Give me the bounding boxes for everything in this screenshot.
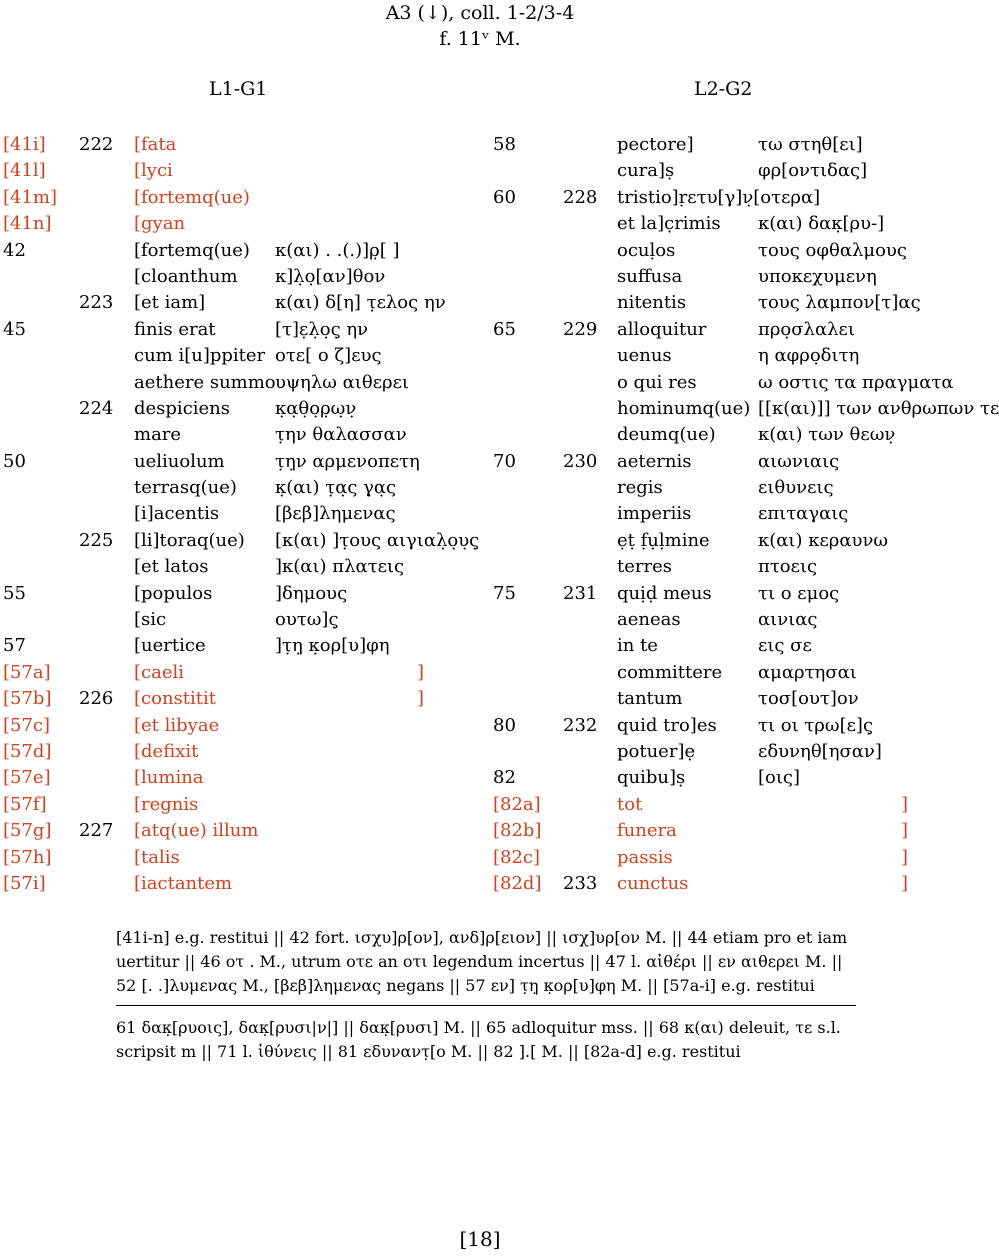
text-row: [3, 739, 473, 765]
latin-text: passis: [617, 846, 673, 868]
greek-text: ειθυνεις: [758, 477, 834, 499]
text-row: [3, 264, 473, 290]
verse-number: 222: [79, 134, 114, 155]
latin-text: [lyci: [134, 160, 173, 182]
greek-text: εις σε: [758, 635, 812, 657]
line-reference: 82: [493, 767, 516, 789]
text-row: [3, 818, 473, 844]
greek-text: κ(αι) . .(.)]ρ̣[ ]: [275, 239, 400, 261]
line-reference: [41n]: [3, 213, 52, 235]
text-row: [493, 264, 960, 290]
verse-number: 231: [563, 582, 598, 604]
latin-text: [populos: [134, 582, 213, 604]
line-reference: [41l]: [3, 160, 46, 182]
text-row: [3, 845, 473, 871]
verse-number: 227: [79, 820, 114, 842]
text-row: [493, 238, 960, 264]
text-row: [3, 792, 473, 818]
line-reference: [57c]: [3, 714, 51, 736]
right-column-heading: L2-G2: [694, 78, 753, 100]
text-row: [493, 422, 960, 448]
greek-text: κ]λ̣ο̣[αν]θον: [275, 265, 386, 287]
text-row: [493, 845, 960, 871]
latin-text: [atq(ue) illum: [134, 820, 259, 842]
latin-text: quịḍ meus: [617, 582, 712, 604]
latin-text: [iactantem: [134, 872, 233, 894]
line-reference: [82d]: [493, 872, 542, 894]
latin-text: finis erat: [134, 318, 216, 340]
text-row: [3, 554, 473, 580]
apparatus-line: scripsit m || 71 l. ἰθύνεις || 81 εδυναντ̣[ο M. || 82 ].[ M. || [82a-d] e.g. restitui: [116, 1042, 741, 1061]
greek-text: υψηλω αιθερει: [275, 371, 409, 393]
text-row: [493, 158, 960, 184]
verse-number: 223: [79, 292, 114, 314]
text-row: [493, 871, 960, 897]
greek-text: πτοεις: [758, 556, 818, 578]
verse-number: 228: [563, 186, 598, 208]
latin-text: [lumina: [134, 767, 204, 789]
latin-text: quid tro]es: [617, 714, 717, 736]
latin-text: despiciens: [134, 397, 231, 419]
closing-bracket: ]: [901, 820, 909, 842]
line-reference: 45: [3, 318, 26, 340]
text-row: [493, 396, 999, 422]
page-number: [18]: [459, 1227, 501, 1251]
text-row: [3, 871, 473, 897]
text-row: [3, 686, 473, 712]
text-row: [493, 185, 960, 211]
line-reference: [82b]: [493, 820, 542, 842]
left-text-column: [3, 132, 480, 897]
latin-text: uenus: [617, 345, 672, 367]
text-row: [493, 528, 960, 554]
verse-number: 233: [563, 872, 598, 894]
line-reference: 50: [3, 450, 26, 472]
text-row: [3, 370, 473, 396]
greek-text: τους λαμπον[τ]ας: [758, 292, 921, 314]
line-reference: [41i]: [3, 134, 46, 155]
greek-text: ]κ(αι) πλατεις: [275, 556, 405, 578]
greek-text: υποκεχυμενη: [758, 265, 877, 287]
line-reference: 60: [493, 186, 516, 208]
greek-text: ]δημους: [275, 582, 348, 604]
apparatus-line: 61 δακ̣[ρυοις], δακ̣[ρυσι|ν|] || δακ̣[ρυσι] M. || 65 adloquitur mss. || 68 κ(αι) deleuit, τε s.l.: [116, 1018, 841, 1037]
verse-number: 225: [79, 529, 114, 551]
greek-text: τι ο εμος: [758, 582, 840, 604]
line-reference: 55: [3, 582, 26, 604]
greek-text: ουτω]ς̣: [275, 609, 339, 631]
latin-text: aeneas: [617, 609, 681, 631]
greek-text: κ(αι) δ[η] τ̣ελος ην: [275, 292, 446, 314]
text-row: [3, 158, 473, 184]
closing-bracket: ]: [901, 793, 909, 815]
greek-text: κ(αι) δακ̣[ρυ-]: [758, 213, 885, 235]
line-reference: 80: [493, 714, 516, 736]
latin-text: [et libyae: [134, 714, 220, 736]
text-row: [493, 475, 960, 501]
text-row: [3, 713, 473, 739]
line-reference: [57i]: [3, 872, 46, 894]
apparatus-line: [41i-n] e.g. restitui || 42 fort. ισχυ]ρ[ον], ανδ]ρ[ειον] || ισχ]υρ[ον M. || 44 etiam pro et iam: [116, 928, 848, 947]
line-reference: 65: [493, 318, 516, 340]
text-row: [3, 765, 473, 791]
apparatus-line: uertitur || 46 οτ . M., utrum οτε an οτι legendum incertus || 47 l. αἰθέρι || εν αιθερει M. ||: [116, 952, 843, 971]
latin-text: [fata: [134, 134, 177, 155]
text-row: [493, 343, 960, 369]
latin-text: [uertice: [134, 635, 206, 657]
latin-text: [regnis: [134, 793, 199, 815]
line-reference: [82a]: [493, 793, 541, 815]
text-row: [3, 422, 473, 448]
apparatus-second: [116, 1016, 856, 1064]
latin-text: ueliuolum: [134, 450, 225, 472]
greek-text: αινιας: [758, 609, 818, 631]
verse-number: 226: [79, 688, 114, 710]
text-row: [3, 581, 473, 607]
latin-text: terres: [617, 556, 672, 578]
apparatus-line: 52 [. .]λυμενας M., [βεβ]λημενας negans || 57 εν] τ̣η̣ κ̣ορ[υ]φη M. || [57a-i] e.g. restitui: [116, 976, 815, 995]
text-row: [3, 238, 473, 264]
line-reference: 58: [493, 134, 516, 155]
latin-text: et la]c̣rimis: [617, 213, 721, 235]
greek-text: [[κ(αι)]] των ανθρωπων τε: [758, 397, 999, 419]
latin-text: [sic: [134, 609, 167, 631]
closing-bracket: ]: [417, 688, 425, 710]
latin-text: suffusa: [617, 265, 683, 287]
text-row: [3, 396, 473, 422]
page-header-line2: f. 11ᵛ M.: [439, 28, 521, 50]
latin-text: [caeli: [134, 661, 185, 683]
greek-text: ω οστις τα πραγματα: [758, 371, 954, 393]
greek-text: φρ[οντιδας]: [758, 160, 868, 182]
verse-number: 229: [563, 318, 598, 340]
latin-text: quibu]ṣ: [617, 767, 686, 789]
latin-text: committere: [617, 661, 723, 683]
line-reference: 70: [493, 450, 516, 472]
line-reference: [57e]: [3, 767, 51, 789]
line-reference: [57b]: [3, 688, 52, 710]
text-row: [493, 607, 960, 633]
line-reference: [41m]: [3, 186, 58, 208]
greek-text: τ̣ην θαλασσαν: [275, 424, 407, 446]
latin-text: tantum: [617, 688, 683, 710]
greek-text: εδυνηθ[ησαν]: [758, 740, 882, 762]
text-row: [493, 818, 960, 844]
text-row: [3, 132, 473, 158]
greek-text: η αφρο̣διτη: [758, 345, 860, 367]
apparatus-first: [116, 926, 856, 998]
verse-number: 232: [563, 714, 598, 736]
text-row: [493, 554, 960, 580]
line-reference: [57h]: [3, 846, 52, 868]
text-row: [3, 290, 473, 316]
latin-text: regis: [617, 477, 663, 499]
latin-text: [et latos: [134, 556, 209, 578]
greek-text: [οις]: [758, 767, 801, 789]
line-reference: 42: [3, 239, 26, 261]
line-reference: [57a]: [3, 661, 51, 683]
latin-text: cum i[u]ppiter: [134, 345, 266, 367]
latin-text: in te: [617, 635, 658, 657]
latin-text: imperiis: [617, 503, 692, 525]
latin-text: [fortemq(ue): [134, 186, 250, 208]
text-row: [493, 713, 960, 739]
text-row: [3, 528, 480, 554]
latin-text: [et iam]: [134, 292, 206, 314]
greek-text: κ(αι) κεραυνω: [758, 529, 889, 551]
line-reference: 75: [493, 582, 516, 604]
greek-text: ]τ̣η̣ κ̣ορ[υ]φη: [275, 635, 390, 657]
latin-text: [li]toraq(ue): [134, 529, 245, 551]
text-row: [3, 211, 473, 237]
text-row: [3, 660, 473, 686]
latin-text: deumq(ue): [617, 424, 716, 446]
text-row: [493, 660, 960, 686]
latin-text: [fortemq(ue): [134, 239, 250, 261]
text-row: [493, 211, 960, 237]
text-row: [3, 501, 473, 527]
greek-text: [τ]ε̣λ̣ο̣ς̣ ην: [275, 318, 369, 340]
latin-text: ocuḷos: [617, 239, 676, 261]
text-row: [493, 132, 960, 158]
latin-text: hominumq(ue): [617, 397, 751, 419]
line-reference: [57g]: [3, 820, 52, 842]
greek-text: αμαρτησαι: [758, 661, 857, 683]
text-row: [493, 792, 960, 818]
greek-text: επιταγαις: [758, 503, 849, 525]
text-row: [493, 290, 960, 316]
latin-text: mare: [134, 424, 182, 446]
text-row: [3, 449, 473, 475]
closing-bracket: ]: [417, 661, 425, 683]
text-row: [493, 501, 960, 527]
latin-text: [constitit: [134, 688, 216, 710]
latin-text: nitentis: [617, 292, 687, 314]
text-row: [493, 370, 960, 396]
text-row: [3, 607, 473, 633]
text-row: [493, 739, 960, 765]
apparatus-divider: [116, 1005, 856, 1006]
text-row: [3, 317, 473, 343]
greek-text: [κ(αι) ]τ̣ους αιγιαλ̣ο̣υ̣ς̣: [275, 529, 480, 551]
latin-text: aethere summo: [134, 371, 276, 393]
line-reference: [57f]: [3, 793, 47, 815]
latin-text: pectore]: [617, 134, 694, 155]
closing-bracket: ]: [901, 846, 909, 868]
latin-text: cunctus: [617, 872, 689, 894]
latin-text: o qui res: [617, 371, 697, 393]
latin-text: cura]ṣ: [617, 160, 675, 182]
latin-text: ẹṭ f̣ụḷmine: [617, 529, 710, 551]
latin-text: alloquitur: [617, 318, 707, 340]
left-column-heading: L1-G1: [209, 78, 268, 100]
greek-text: τ̣η̣ν αρμενοπετη: [275, 450, 420, 472]
latin-text: [gyan: [134, 213, 186, 235]
line-reference: [82c]: [493, 846, 541, 868]
greek-text: τοσ[ουτ]ον: [758, 688, 859, 710]
greek-text: προ̣σλαλει: [758, 318, 855, 340]
greek-text: τω στηθ[ει]: [758, 134, 863, 155]
greek-text: κ̣(αι) τ̣α̣ς γ̣α̣ς: [275, 477, 397, 499]
line-reference: 57: [3, 635, 26, 657]
latin-text: terrasq(ue): [134, 477, 237, 499]
text-row: [3, 633, 473, 659]
greek-text: κ̣α̣θ̣ο̣ρ̣ω̣ν̣: [275, 397, 357, 419]
right-text-column: [493, 132, 999, 897]
latin-text: [cloanthum: [134, 265, 238, 287]
text-row: [493, 765, 960, 791]
latin-text: [talis: [134, 846, 180, 868]
latin-text: potuer]ẹ: [617, 740, 696, 762]
greek-text: αιωνιαις: [758, 450, 840, 472]
text-row: [493, 581, 960, 607]
text-row: [3, 185, 473, 211]
latin-text: aeternis: [617, 450, 692, 472]
text-row: [493, 317, 960, 343]
latin-text: [i]acentis: [134, 503, 220, 525]
text-row: [3, 475, 473, 501]
latin-text: funera: [617, 820, 677, 842]
text-row: [3, 343, 473, 369]
greek-text: οτε[ ο ζ]ευς: [275, 345, 382, 367]
latin-text: [defixit: [134, 740, 199, 762]
closing-bracket: ]: [901, 872, 909, 894]
verse-number: 230: [563, 450, 598, 472]
text-row: [493, 633, 960, 659]
line-reference: [57d]: [3, 740, 52, 762]
latin-text: tot: [617, 793, 643, 815]
text-row: [493, 686, 960, 712]
latin-text: tristio]ṛετυ[γ]ν̣[οτερα]: [617, 186, 821, 208]
verse-number: 224: [79, 397, 114, 419]
text-row: [493, 449, 960, 475]
greek-text: κ(αι) των θεων̣: [758, 424, 896, 446]
greek-text: τους οφθαλμους: [758, 239, 907, 261]
page-header-line1: A3 (↓), coll. 1-2/3-4: [385, 2, 575, 24]
greek-text: τι οι τρω[ε]ς̣: [758, 714, 874, 736]
greek-text: [βεβ]λημενας: [275, 503, 396, 525]
